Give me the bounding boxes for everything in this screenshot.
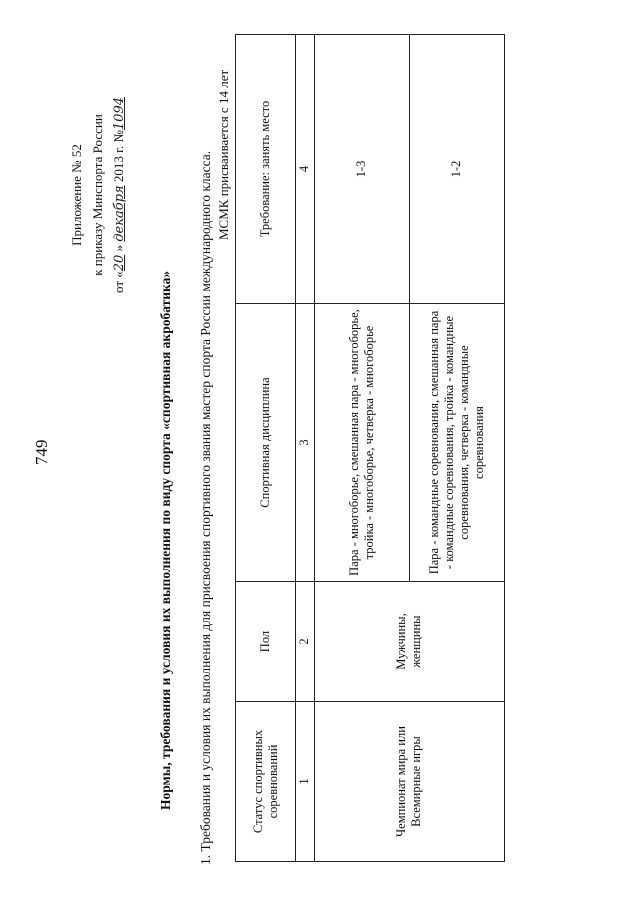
column-number: 3 <box>296 304 314 582</box>
column-number: 4 <box>296 35 314 304</box>
date-prefix: от « <box>111 271 126 293</box>
column-number: 2 <box>296 582 314 702</box>
appendix-block <box>66 85 130 305</box>
date-mid: » <box>111 244 126 252</box>
column-number: 1 <box>296 702 314 862</box>
table-header-row <box>236 35 296 862</box>
document-title: Нормы, требования и условия их выполнения по виду спорта «спортивная акробатика» <box>158 270 173 810</box>
norms-table <box>235 34 505 862</box>
appendix-date-line <box>108 85 130 305</box>
age-note: МСМК присваивается с 14 лет <box>216 69 231 240</box>
place-cell: 1-3 <box>314 35 409 304</box>
column-number-row <box>296 35 314 862</box>
page-number: 749 <box>32 439 51 465</box>
place-cell: 1-2 <box>409 35 504 304</box>
header-gender: Пол <box>236 582 296 702</box>
section-heading: 1. Требования и условия их выполнения для присвоения спортивного звания мастер спорта России международного класса. <box>198 150 213 865</box>
discipline-cell: Пара - многоборье, смешанная пара - многоборье, тройка - многоборье, четверка - многоборье <box>314 304 409 582</box>
table-row <box>314 35 409 862</box>
discipline-cell: Пара - командные соревнования, смешанная пара - командные соревнования, тройка - командные соревнования, четверка - командные соревнования <box>409 304 504 582</box>
appendix-line-1: Приложение № 52 <box>69 144 84 246</box>
handwritten-day: 20 <box>112 254 127 272</box>
handwritten-order-number: 1094 <box>112 97 127 131</box>
appendix-line-2: к приказу Минспорта России <box>90 114 105 276</box>
handwritten-month: декабря <box>112 185 127 242</box>
status-cell: Чемпионат мира или Всемирные игры <box>314 702 504 862</box>
year-text: 2013 г. № <box>111 130 126 183</box>
gender-cell: Мужчины, женщины <box>314 582 504 702</box>
header-place: Требование: занять место <box>236 35 296 304</box>
header-status: Статус спортивных соревнований <box>236 702 296 862</box>
header-discipline: Спортивная дисциплина <box>236 304 296 582</box>
